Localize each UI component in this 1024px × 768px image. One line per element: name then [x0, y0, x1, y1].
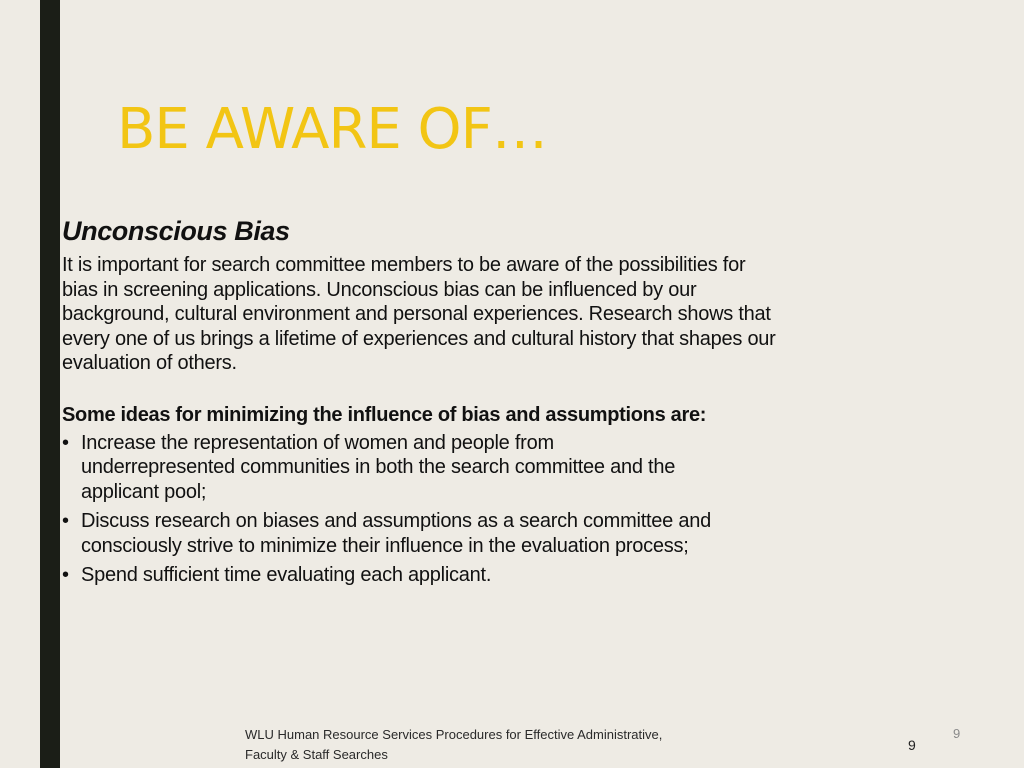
section-heading: Unconscious Bias — [62, 216, 290, 246]
left-accent-bar — [40, 0, 60, 768]
bullet-line: consciously strive to minimize their influence in the evaluation process; — [81, 534, 689, 557]
footer-line: WLU Human Resource Services Procedures for Effective Administrative, — [245, 727, 663, 742]
bias-paragraph — [62, 253, 962, 376]
slide-title: BE AWARE OF… — [117, 97, 547, 162]
footer-text — [245, 725, 765, 765]
footer-page-number: 9 — [908, 737, 916, 753]
paragraph-line: background, cultural environment and personal experiences. Research shows that — [62, 303, 771, 325]
bullet-line: applicant pool; — [81, 480, 207, 503]
list-item — [62, 431, 962, 505]
bullet-icon: • — [62, 431, 69, 454]
bullet-line: Increase the representation of women and people from — [81, 431, 554, 454]
paragraph-line: evaluation of others. — [62, 352, 237, 374]
slide-number: 9 — [953, 726, 961, 741]
bullet-icon: • — [62, 564, 69, 586]
bullet-line: Discuss research on biases and assumptions as a search committee and — [81, 510, 711, 532]
bullet-line: Spend sufficient time evaluating each applicant. — [81, 564, 492, 586]
list-item — [62, 563, 962, 588]
footer-line: Faculty & Staff Searches — [245, 747, 388, 762]
bullet-icon: • — [62, 510, 69, 532]
slide-content — [62, 214, 962, 593]
paragraph-line: every one of us brings a lifetime of experiences and cultural history that shapes our — [62, 327, 776, 350]
paragraph-line: It is important for search committee members to be aware of the possibilities for — [62, 254, 746, 276]
bullet-line: underrepresented communities in both the search committee and the — [81, 456, 676, 478]
ideas-heading: Some ideas for minimizing the influence of bias and assumptions are: — [62, 403, 707, 426]
ideas-list — [62, 431, 962, 588]
list-item — [62, 509, 962, 558]
paragraph-line: bias in screening applications. Unconscious bias can be influenced by our — [62, 278, 697, 301]
